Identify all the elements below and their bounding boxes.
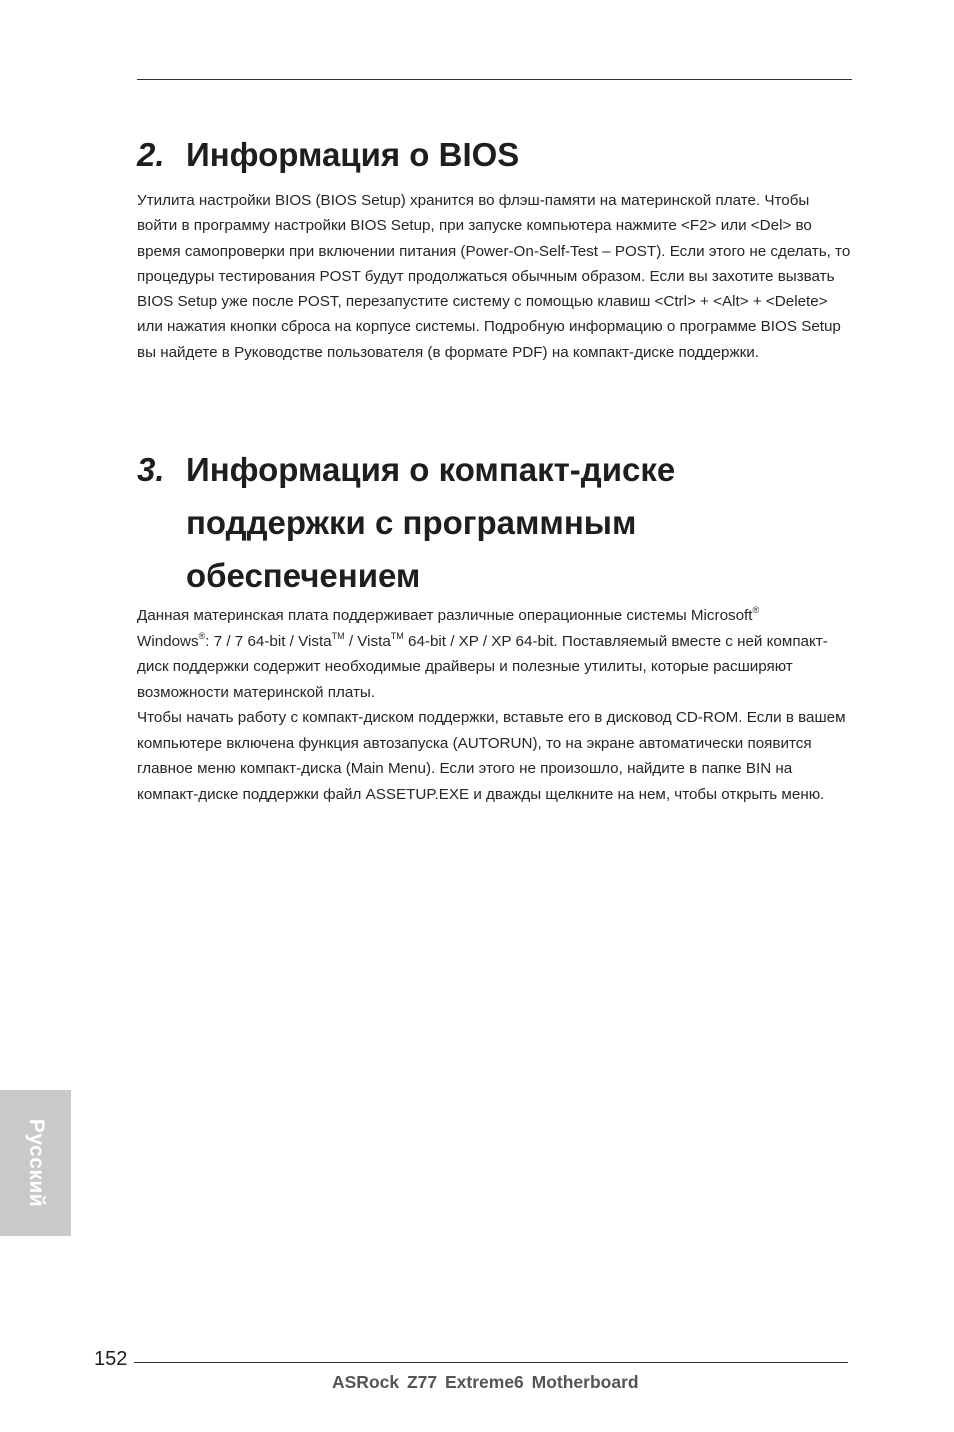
section-2-number: 2. — [137, 136, 165, 173]
section-3-text-4: / Vista — [344, 632, 391, 650]
section-3-title-line-2: поддержки с программным — [186, 504, 637, 541]
section-3-text-1: Данная материнская плата поддерживает различные операционные системы Microsoft — [137, 607, 753, 624]
language-side-tab — [0, 1090, 71, 1236]
section-3-text-3: : 7 / 7 64-bit / Vista — [205, 632, 332, 650]
bottom-divider — [134, 1362, 848, 1363]
top-divider — [137, 79, 852, 80]
section-3-number: 3. — [137, 451, 165, 488]
section-2-title: Информация о BIOS — [186, 136, 520, 173]
section-2-body: Утилита настройки BIOS (BIOS Setup) хранится во флэш-памяти на материнской плате. Чтобы войти в программу настройки BIOS Setup, при запуске компьютера нажмите <F2> или <Del> во время самопроверки при включении питания (Power-On-Self-Test – POST). Если этого не сделать, то процедуры тестирования POST будут продолжаться обычным образом. Если вы захотите вызвать BIOS Setup уже после POST, перезапустите систему с помощью клавиш <Ctrl> + <Alt> + <Delete> или нажатия кнопки сброса на корпусе системы. Подробную информацию о программе BIOS Setup вы найдете в Руководстве пользователя (в формате PDF) на компакт-диске поддержки. — [137, 192, 851, 361]
trademark-mark: TM — [331, 630, 345, 641]
registered-mark: ® — [198, 630, 206, 641]
footer-title: ASRock Z77 Extreme6 Motherboard — [332, 1372, 639, 1392]
section-2-heading — [137, 133, 519, 177]
section-3-text-6: Чтобы начать работу с компакт-диском поддержки, вставьте его в дисковод CD-ROM. Если в вашем компьютере включена функция автозапуска (AUTORUN), то на экране автоматически появится главное меню компакт-диска (Main Menu). Если этого не произошло, найдите в папке BIN на компакт-диске поддержки файл ASSETUP.EXE и дважды щелкните на нем, чтобы открыть меню. — [137, 709, 846, 803]
language-tab-label: Русский — [24, 1118, 48, 1208]
section-3-text-2: Windows — [137, 632, 199, 650]
section-3-title-line-3: обеспечением — [186, 557, 421, 594]
section-3-title-line-1: Информация о компакт-диске — [186, 451, 676, 488]
registered-mark: ® — [752, 605, 760, 615]
section-3-heading — [137, 443, 837, 602]
trademark-mark: TM — [390, 630, 404, 641]
page-number: 152 — [94, 1348, 128, 1370]
section-3-body — [137, 603, 852, 807]
section-3-text-5: 64-bit / XP / XP 64-bit. Поставляемый вместе с ней компакт-диск поддержки содержит необходимые драйверы и полезные утилиты, которые расширяют возможности материнской платы. — [137, 632, 828, 701]
